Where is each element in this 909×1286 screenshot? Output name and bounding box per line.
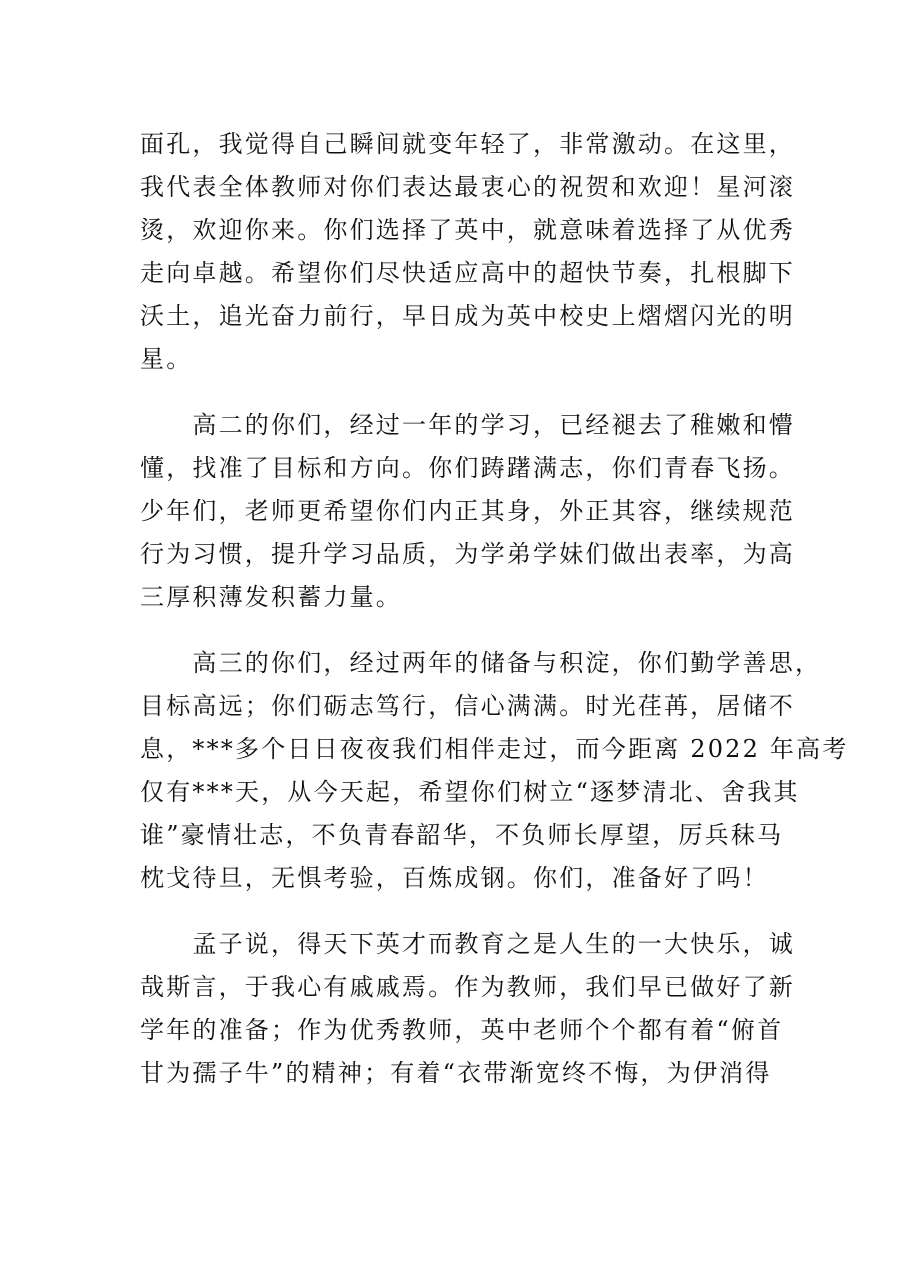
text-line: 面孔，我觉得自己瞬间就变年轻了，非常激动。在这里， (140, 130, 795, 158)
text-line: 仅有***天，从今天起，希望你们树立“逐梦清北、舍我其 (140, 778, 800, 806)
text-line: 学年的准备；作为优秀教师，英中老师个个都有着“俯首 (140, 1016, 784, 1044)
text-line: 懂，找准了目标和方向。你们踌躇满志，你们青春飞扬。 (140, 454, 795, 482)
text-line: 沃土，追光奋力前行，早日成为英中校史上熠熠闪光的明 (140, 302, 795, 330)
text-line: 走向卓越。希望你们尽快适应高中的超快节奏，扎根脚下 (140, 259, 795, 287)
text-line: 星。 (140, 345, 193, 373)
paragraph-1 (140, 123, 795, 381)
text-line: 少年们，老师更希望你们内正其身，外正其容，继续规范 (140, 497, 795, 525)
text-line: 我代表全体教师对你们表达最衷心的祝贺和欢迎！星河滚 (140, 173, 795, 201)
text-line: 枕戈待旦，无惧考验，百炼成钢。你们，准备好了吗！ (140, 864, 769, 892)
paragraph-4 (140, 923, 795, 1095)
text-line: 息，***多个日日夜夜我们相伴走过，而今距离 2022 年高考 (140, 735, 849, 763)
text-line: 哉斯言，于我心有戚戚焉。作为教师，我们早已做好了新 (140, 973, 795, 1001)
text-line: 烫，欢迎你来。你们选择了英中，就意味着选择了从优秀 (140, 216, 795, 244)
document-body (140, 123, 849, 1095)
paragraph-gap (140, 900, 780, 923)
paragraph-gap (140, 619, 780, 642)
text-line: 孟子说，得天下英才而教育之是人生的一大快乐，诚 (140, 930, 795, 958)
paragraph-gap (140, 381, 780, 404)
text-line: 高三的你们，经过两年的储备与积淀，你们勤学善思， (140, 649, 822, 677)
paragraph-3 (140, 642, 849, 900)
paragraph-2 (140, 404, 795, 619)
text-line: 三厚积薄发积蓄力量。 (140, 583, 402, 611)
text-line: 目标高远；你们砺志笃行，信心满满。时光荏苒，居储不 (140, 692, 795, 720)
text-line: 甘为孺子牛”的精神；有着“衣带渐宽终不悔，为伊消得 (140, 1059, 772, 1087)
text-line: 高二的你们，经过一年的学习，已经褪去了稚嫩和懵 (140, 411, 795, 439)
text-line: 行为习惯，提升学习品质，为学弟学妹们做出表率，为高 (140, 540, 795, 568)
text-line: 谁”豪情壮志，不负青春韶华，不负师长厚望，厉兵秣马 (140, 821, 784, 849)
